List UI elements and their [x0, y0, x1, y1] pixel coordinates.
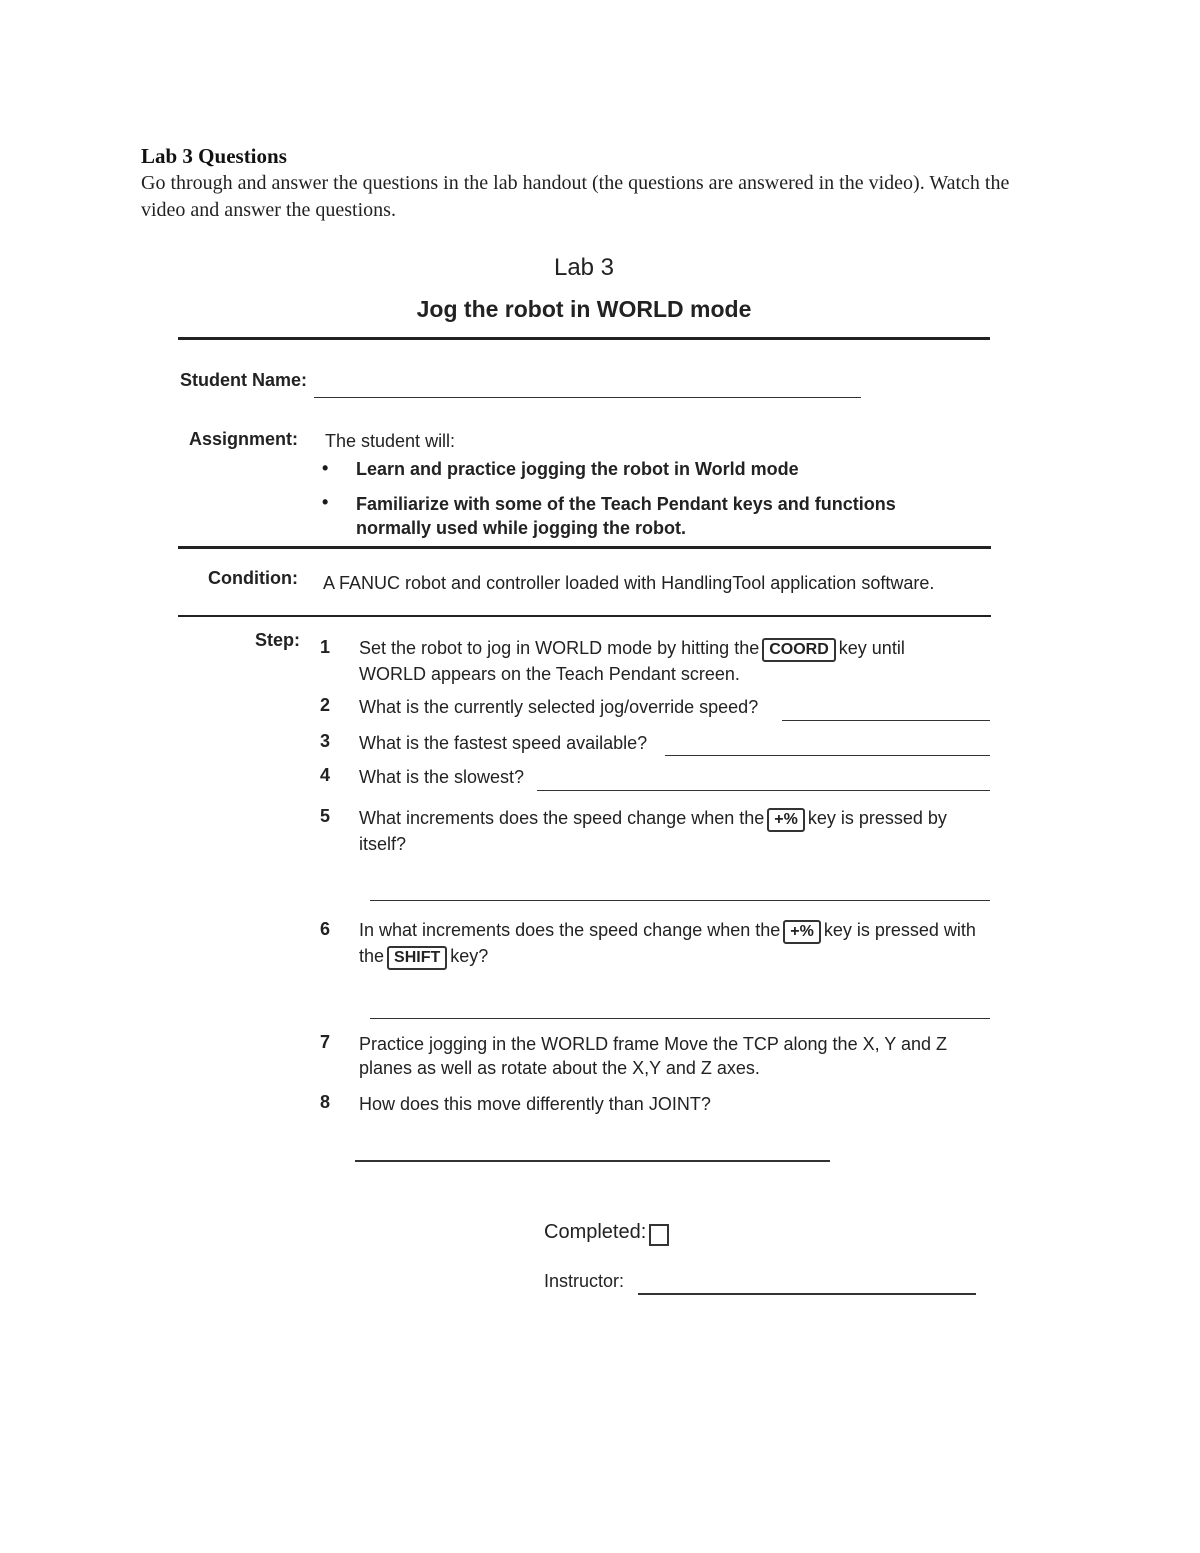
- coord-key: COORD: [762, 638, 836, 662]
- instructor-signature-line[interactable]: [638, 1293, 976, 1295]
- bullet-icon: •: [322, 458, 329, 478]
- step-6-number: 6: [320, 919, 331, 939]
- step-3-answer-line[interactable]: [665, 755, 990, 756]
- bullet-icon: •: [322, 492, 329, 512]
- completed-label: Completed:: [544, 1221, 647, 1243]
- percent-key: +%: [783, 920, 821, 944]
- step-6-pre: In what increments does the speed change when the: [359, 920, 781, 940]
- handout-title: Lab 3: [553, 254, 615, 281]
- step-3-number: 3: [320, 731, 331, 751]
- step-5-pre: What increments does the speed change when the: [359, 808, 765, 828]
- assignment-rule: [178, 546, 991, 549]
- step-7-text: Practice jogging in the WORLD frame Move the TCP along the X, Y and Z planes as well as rotate about the X,Y and Z axes.: [359, 1034, 947, 1078]
- step-1-text: [359, 636, 959, 686]
- step-4-answer-line[interactable]: [537, 790, 990, 791]
- step-label: Step:: [255, 630, 300, 650]
- intro-title: Lab 3 Questions: [141, 144, 287, 168]
- header-rule: [178, 337, 990, 340]
- step-8-text: How does this move differently than JOINT?: [359, 1094, 711, 1114]
- condition-label: Condition:: [208, 568, 298, 588]
- step-2-text: What is the currently selected jog/override speed?: [359, 697, 759, 717]
- step-6-answer-line[interactable]: [370, 1018, 990, 1019]
- percent-key: +%: [767, 808, 805, 832]
- step-2-answer-line[interactable]: [782, 720, 990, 721]
- instructor-label: Instructor:: [544, 1271, 625, 1291]
- handout-subtitle: Jog the robot in WORLD mode: [416, 296, 752, 322]
- condition-text: A FANUC robot and controller loaded with HandlingTool application software.: [323, 573, 935, 593]
- step-5-number: 5: [320, 806, 331, 826]
- student-name-line[interactable]: [314, 397, 861, 398]
- assignment-label: Assignment:: [189, 429, 299, 449]
- step-5-answer-line[interactable]: [370, 900, 990, 901]
- step-4-text: What is the slowest?: [359, 767, 525, 787]
- student-name-label: Student Name:: [180, 370, 308, 390]
- step-7-number: 7: [320, 1032, 331, 1052]
- step-1-post: key until WORLD appears on the Teach Pendant screen.: [359, 638, 905, 684]
- shift-key: SHIFT: [387, 946, 447, 970]
- condition-rule: [178, 615, 991, 617]
- step-2-number: 2: [320, 695, 331, 715]
- step-5-post: key is pressed by itself?: [359, 808, 947, 854]
- step-6-text: [359, 918, 979, 970]
- assignment-intro: The student will:: [325, 431, 456, 451]
- step-1-pre: Set the robot to jog in WORLD mode by hitting the: [359, 638, 760, 658]
- intro-body: Go through and answer the questions in the lab handout (the questions are answered in the video). Watch the video and answer the questions.: [141, 172, 1010, 221]
- assignment-bullet-1: Learn and practice jogging the robot in World mode: [356, 459, 799, 479]
- step-8-answer-line[interactable]: [355, 1160, 830, 1162]
- completed-checkbox[interactable]: [649, 1224, 669, 1246]
- assignment-bullet-2: Familiarize with some of the Teach Pendant keys and functions normally used while jogging the robot.: [356, 494, 896, 538]
- step-5-text: [359, 806, 979, 856]
- step-6-post: key?: [450, 946, 489, 966]
- step-1-number: 1: [320, 637, 331, 657]
- step-4-number: 4: [320, 765, 331, 785]
- step-6-mid: key is pressed with the: [359, 920, 976, 966]
- step-8-number: 8: [320, 1092, 331, 1112]
- step-3-text: What is the fastest speed available?: [359, 733, 648, 753]
